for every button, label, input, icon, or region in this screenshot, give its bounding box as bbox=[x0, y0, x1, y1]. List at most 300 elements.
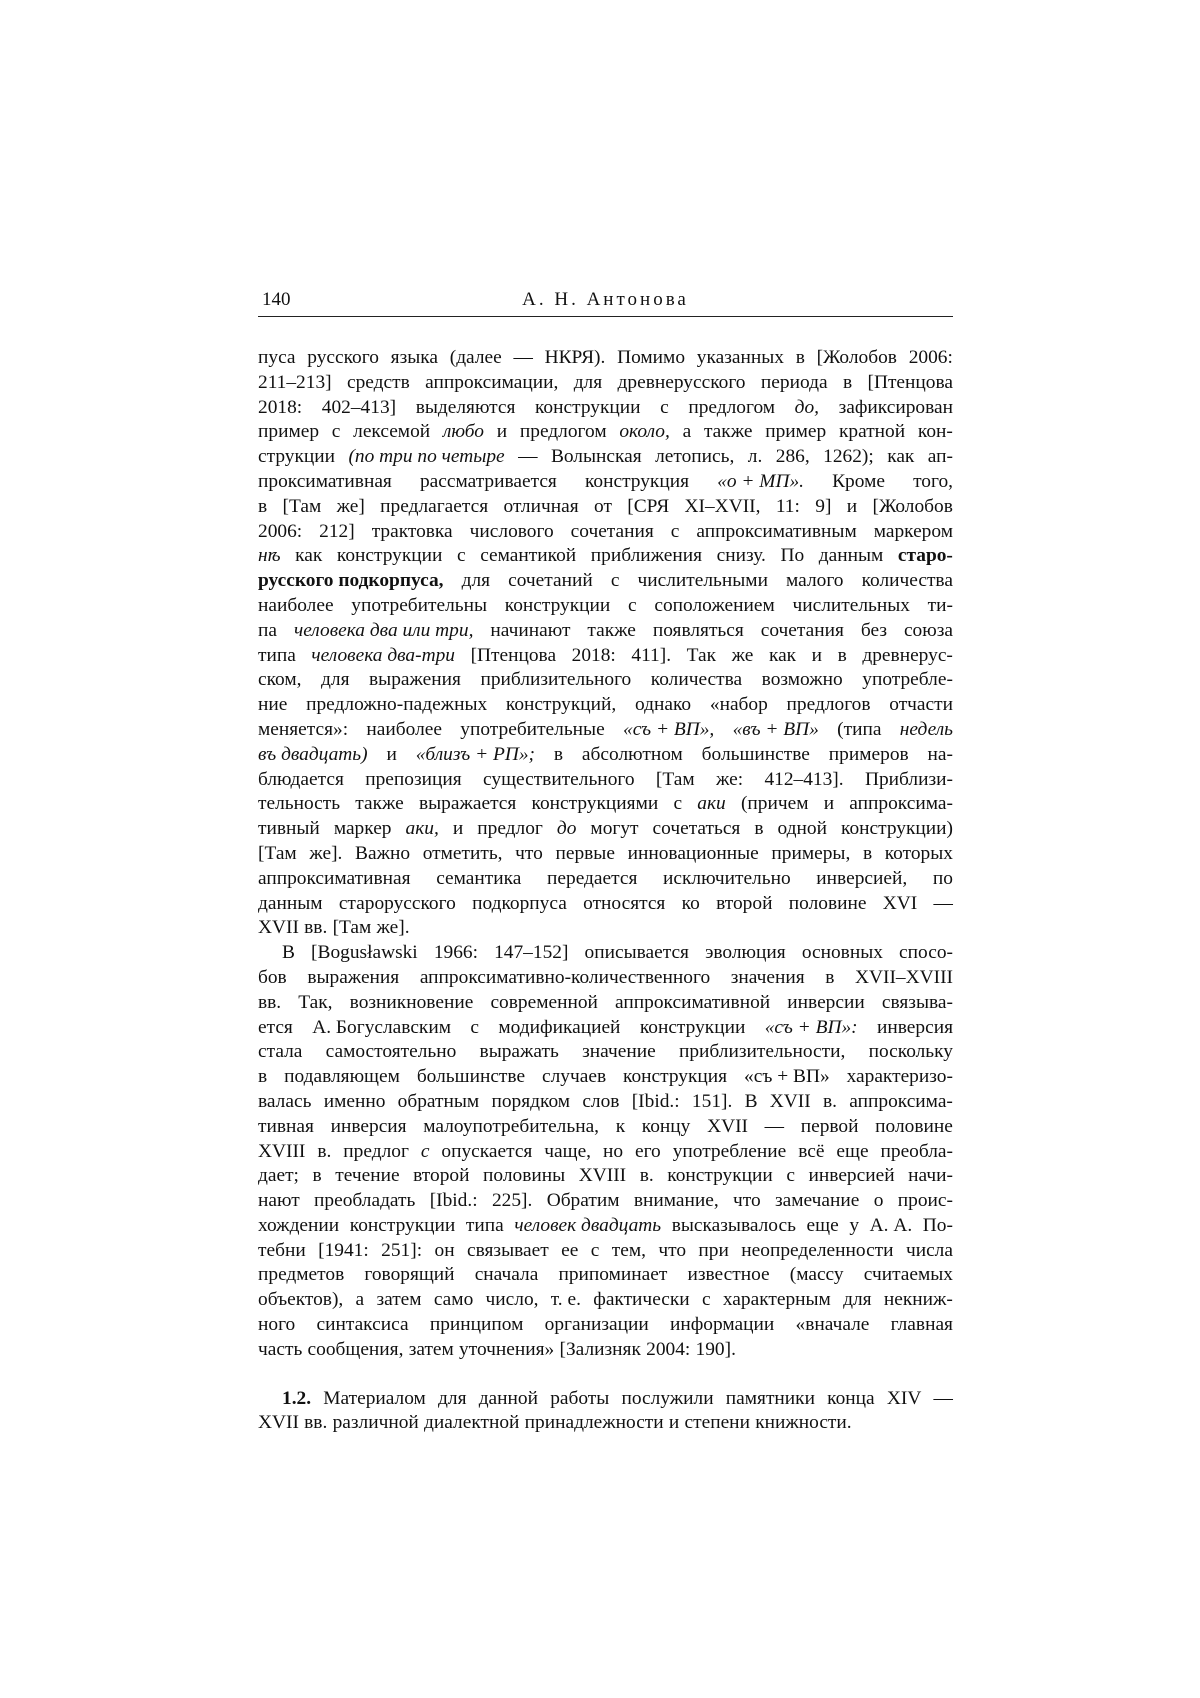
word: большинстве bbox=[416, 1066, 526, 1088]
word: аппроксимативной bbox=[615, 991, 771, 1013]
word: также bbox=[355, 793, 404, 815]
word: отчасти bbox=[889, 694, 953, 716]
word: XI–XVII, bbox=[684, 495, 761, 517]
word: 402–413] bbox=[321, 396, 397, 418]
paragraph-gap bbox=[258, 1363, 953, 1387]
text-line bbox=[258, 1115, 953, 1140]
word: хождении bbox=[258, 1214, 340, 1236]
word: с bbox=[590, 1239, 600, 1261]
word: само bbox=[433, 1289, 474, 1311]
word: конструкции bbox=[639, 1016, 746, 1038]
word: типа bbox=[258, 644, 296, 666]
word: модификацией bbox=[498, 1016, 621, 1038]
text-line bbox=[258, 817, 953, 842]
text-line bbox=[258, 668, 953, 693]
word: спосо- bbox=[899, 942, 953, 964]
text-line bbox=[258, 693, 953, 718]
word: рассматривается bbox=[419, 470, 557, 492]
word: 151]. bbox=[691, 1090, 733, 1112]
text-line bbox=[258, 495, 953, 520]
word: числительными bbox=[637, 570, 768, 592]
word: аки bbox=[697, 793, 726, 815]
word: с bbox=[673, 793, 683, 815]
word: ап- bbox=[927, 446, 953, 468]
word: XVII bbox=[258, 917, 299, 939]
word: т. е. bbox=[550, 1289, 581, 1311]
word: лексемой bbox=[353, 421, 431, 443]
word: и bbox=[496, 421, 508, 443]
word: с bbox=[420, 1140, 430, 1162]
word: для bbox=[321, 669, 350, 691]
word: А. Богуславским bbox=[312, 1016, 452, 1038]
word: предлогом bbox=[688, 396, 776, 418]
word: в bbox=[312, 1165, 322, 1187]
text-line bbox=[258, 991, 953, 1016]
word: у bbox=[849, 1214, 860, 1236]
word: — bbox=[933, 892, 953, 914]
word: в bbox=[553, 743, 564, 765]
word: [Там bbox=[655, 768, 695, 790]
word: ного bbox=[258, 1314, 296, 1336]
word: современной bbox=[490, 991, 598, 1013]
word: снизу. bbox=[716, 545, 766, 567]
word: говорящий bbox=[364, 1264, 455, 1286]
word: книжности. bbox=[755, 1412, 852, 1434]
word: человек двадцать bbox=[514, 1214, 662, 1236]
word: отличная bbox=[503, 495, 579, 517]
word: «набор bbox=[709, 694, 768, 716]
word: кон- bbox=[917, 421, 953, 443]
word: [Ibid.: bbox=[429, 1190, 478, 1212]
word: меняется»: bbox=[258, 718, 349, 740]
word: «вначале bbox=[795, 1314, 870, 1336]
word: предлагается bbox=[380, 495, 489, 517]
text-line bbox=[258, 1040, 953, 1065]
word: НКРЯ). bbox=[544, 347, 606, 368]
word: [Жолобов bbox=[816, 347, 897, 368]
word: предлог bbox=[343, 1140, 409, 1162]
word: с bbox=[701, 1289, 711, 1311]
word: затем bbox=[408, 1338, 454, 1360]
text-line bbox=[258, 1263, 953, 1288]
word: для bbox=[461, 570, 491, 592]
word: сочетаний bbox=[508, 570, 593, 592]
text-line bbox=[258, 718, 953, 743]
word: существительного bbox=[483, 768, 635, 790]
word: замечание bbox=[775, 1190, 860, 1212]
text-line bbox=[258, 1016, 953, 1041]
word: семантикой bbox=[480, 545, 577, 567]
word: в bbox=[258, 495, 268, 517]
word: А. А. bbox=[869, 1214, 913, 1236]
word: (далее bbox=[449, 347, 502, 368]
word: Волынская bbox=[550, 446, 642, 468]
word: малого bbox=[786, 570, 844, 592]
text-line bbox=[258, 644, 953, 669]
text-line bbox=[258, 1090, 953, 1115]
word: подкорпуса bbox=[472, 892, 567, 914]
word: 1.2. bbox=[282, 1387, 312, 1409]
word: с bbox=[786, 1165, 795, 1187]
word: конструкции bbox=[349, 1214, 456, 1236]
word: диалектной bbox=[424, 1412, 520, 1434]
text-line bbox=[258, 544, 953, 569]
word: тем, bbox=[611, 1239, 646, 1261]
word: Материалом bbox=[323, 1387, 426, 1409]
word: [Ibid.: bbox=[631, 1090, 680, 1112]
word: соположением bbox=[654, 594, 775, 616]
word: конструкции bbox=[336, 545, 443, 567]
text-line bbox=[258, 1189, 953, 1214]
word: 2018: bbox=[571, 644, 616, 666]
word: также bbox=[587, 619, 636, 641]
word: числительных bbox=[792, 594, 910, 616]
word: подавляющем bbox=[284, 1066, 400, 1088]
word: тивный bbox=[258, 818, 320, 840]
word: па bbox=[258, 619, 277, 641]
word: для bbox=[573, 371, 603, 393]
word: выражения bbox=[307, 966, 400, 988]
word: конструкция bbox=[623, 1066, 728, 1088]
text-line bbox=[258, 892, 953, 917]
word: инверсия bbox=[330, 1115, 407, 1137]
word: главная bbox=[890, 1314, 953, 1336]
page-header bbox=[258, 288, 953, 317]
word: и bbox=[668, 1412, 680, 1434]
word: же] bbox=[336, 495, 365, 517]
word: начи- bbox=[908, 1165, 953, 1187]
word: маркером bbox=[873, 520, 953, 542]
word: 2004: bbox=[646, 1338, 691, 1360]
word: [Там bbox=[258, 842, 297, 864]
word: аппроксимативная bbox=[258, 867, 411, 889]
word: второй bbox=[413, 1165, 470, 1187]
word: [Там bbox=[332, 917, 372, 939]
word: 251]: bbox=[381, 1239, 423, 1261]
word: некниж- bbox=[883, 1289, 953, 1311]
word: Важно bbox=[355, 842, 411, 864]
word: аппроксимативно-количественного bbox=[419, 966, 711, 988]
word: всё bbox=[798, 1140, 825, 1162]
word: значение bbox=[582, 1041, 656, 1063]
word: [Bogusławski bbox=[311, 942, 418, 964]
word: 11: bbox=[775, 495, 800, 517]
word: того, bbox=[913, 470, 953, 492]
word: ти- bbox=[927, 594, 953, 616]
word: характеризо- bbox=[846, 1066, 953, 1088]
word: употребительны bbox=[351, 594, 488, 616]
word: конструкция bbox=[584, 470, 690, 492]
word: в. bbox=[639, 1165, 654, 1187]
word: половине bbox=[875, 1115, 953, 1137]
word: около, bbox=[619, 421, 670, 443]
word: что bbox=[733, 1190, 761, 1212]
word: же]. bbox=[376, 917, 410, 939]
text-line bbox=[258, 1140, 953, 1165]
word: с bbox=[610, 570, 620, 592]
word: течение bbox=[335, 1165, 400, 1187]
word: конструкций, bbox=[505, 694, 617, 716]
word: русского подкорпуса, bbox=[258, 570, 444, 592]
word: указанных bbox=[696, 347, 784, 368]
word: сначала bbox=[474, 1264, 539, 1286]
word: наиболее bbox=[366, 718, 442, 740]
word: преобладать bbox=[314, 1190, 416, 1212]
word: употребление bbox=[672, 1140, 787, 1162]
word: предметов bbox=[258, 1264, 345, 1286]
word: Обратим bbox=[546, 1190, 620, 1212]
word: числа bbox=[905, 1239, 953, 1261]
word: пример bbox=[258, 421, 320, 443]
word: ко bbox=[681, 892, 700, 914]
text-line bbox=[258, 1214, 953, 1239]
word: наиболее bbox=[258, 594, 334, 616]
word: предлогом bbox=[519, 421, 607, 443]
word: (типа bbox=[837, 718, 882, 740]
word: XVII–XVIII bbox=[854, 966, 953, 988]
word: выражать bbox=[479, 1041, 559, 1063]
word: преобла- bbox=[880, 1140, 953, 1162]
word: тебни bbox=[258, 1239, 306, 1261]
text-line bbox=[258, 1239, 953, 1264]
word: половины bbox=[483, 1165, 566, 1187]
word: 225]. bbox=[491, 1190, 533, 1212]
word: как bbox=[768, 644, 797, 666]
text-line bbox=[258, 1164, 953, 1189]
text-line bbox=[258, 792, 953, 817]
word: в bbox=[837, 644, 847, 666]
word: тивная bbox=[258, 1115, 314, 1137]
word: выражения bbox=[369, 669, 461, 691]
word: характерным bbox=[722, 1289, 831, 1311]
word: типа bbox=[465, 1214, 504, 1236]
word: проис- bbox=[897, 1190, 953, 1212]
word: употребительные bbox=[460, 718, 605, 740]
word: первые bbox=[555, 842, 615, 864]
word: предлогов bbox=[786, 694, 871, 716]
word: человека два-три bbox=[311, 644, 455, 666]
word: примеры, bbox=[771, 842, 851, 864]
word: в bbox=[754, 818, 764, 840]
word: внимание, bbox=[633, 1190, 719, 1212]
word: предложно-падежных bbox=[306, 694, 488, 716]
word: начинают bbox=[490, 619, 571, 641]
word: [Там bbox=[282, 495, 322, 517]
word: «въ + ВП» bbox=[732, 718, 819, 740]
word: могут bbox=[590, 818, 639, 840]
word: валась bbox=[258, 1090, 312, 1112]
word: 412–413]. bbox=[764, 768, 844, 790]
word: с bbox=[470, 1016, 479, 1038]
word: — bbox=[764, 1115, 785, 1137]
word: принципом bbox=[429, 1314, 524, 1336]
text-line bbox=[258, 1411, 953, 1436]
word: связывает bbox=[466, 1239, 549, 1261]
word: «о + МП». bbox=[717, 470, 804, 492]
word: 212] bbox=[319, 520, 355, 542]
word: исключительно bbox=[663, 867, 791, 889]
word: и bbox=[452, 818, 464, 840]
word: XVII bbox=[707, 1115, 748, 1137]
word: случаев bbox=[542, 1066, 607, 1088]
word: в bbox=[258, 1066, 268, 1088]
word: описывается bbox=[584, 942, 689, 964]
word: с bbox=[670, 520, 680, 542]
page-number: 140 bbox=[262, 289, 291, 310]
word: вв. bbox=[304, 1412, 328, 1434]
text-line bbox=[258, 420, 953, 445]
word: порядком bbox=[491, 1090, 571, 1112]
word: большинстве bbox=[701, 743, 810, 765]
word: именно bbox=[323, 1090, 386, 1112]
word: тельность bbox=[258, 793, 341, 815]
word: второй bbox=[716, 892, 773, 914]
word: ние bbox=[258, 694, 288, 716]
text-line bbox=[258, 842, 953, 867]
word: сообщения, bbox=[307, 1338, 404, 1360]
word: возможно bbox=[761, 669, 843, 691]
word: степени bbox=[684, 1412, 750, 1434]
word: в bbox=[862, 842, 873, 864]
word: конструкции bbox=[504, 594, 611, 616]
word: к bbox=[615, 1115, 626, 1137]
word: 2006: bbox=[908, 347, 953, 368]
word: передается bbox=[547, 867, 638, 889]
word: конца bbox=[827, 1387, 875, 1409]
word: же]. bbox=[309, 842, 343, 864]
word: же bbox=[731, 644, 754, 666]
word: средств bbox=[347, 371, 410, 393]
word: XIV bbox=[886, 1387, 922, 1409]
word: «съ + ВП»: bbox=[764, 1016, 858, 1038]
word: русского bbox=[307, 347, 379, 368]
word: конструкции) bbox=[841, 818, 953, 840]
word: он bbox=[434, 1239, 455, 1261]
text-line bbox=[258, 743, 953, 768]
word: половине bbox=[788, 892, 867, 914]
word: конструкциями bbox=[531, 793, 659, 815]
word: при bbox=[698, 1239, 729, 1261]
word: [Жолобов bbox=[872, 495, 953, 517]
word: 2018: bbox=[258, 396, 303, 418]
text-line bbox=[258, 1313, 953, 1338]
word: периода bbox=[760, 371, 828, 393]
word: выражается bbox=[419, 793, 517, 815]
word: старорусского bbox=[338, 892, 456, 914]
word: ется bbox=[258, 1016, 293, 1038]
word: инверсии bbox=[787, 991, 865, 1013]
word: выделяются bbox=[415, 396, 516, 418]
word: XVI bbox=[882, 892, 918, 914]
word: опускается bbox=[441, 1140, 533, 1162]
text-line bbox=[258, 520, 953, 545]
text-line bbox=[258, 867, 953, 892]
word: 411]. bbox=[631, 644, 672, 666]
word: значения bbox=[730, 966, 805, 988]
word: припоминает bbox=[558, 1264, 668, 1286]
text-line bbox=[258, 445, 953, 470]
word: употребле- bbox=[862, 669, 953, 691]
word: до bbox=[556, 818, 577, 840]
word: объектов), bbox=[258, 1289, 344, 1311]
word: XVII bbox=[769, 1090, 811, 1112]
word: данной bbox=[478, 1387, 538, 1409]
word: древнерусского bbox=[617, 371, 746, 393]
word: самостоятельно bbox=[325, 1041, 457, 1063]
word: и bbox=[811, 644, 823, 666]
text-line bbox=[258, 1288, 953, 1313]
word: что bbox=[658, 1239, 687, 1261]
word: памятники bbox=[725, 1387, 815, 1409]
word: въ двадцать) bbox=[258, 743, 368, 765]
word: нѣ bbox=[258, 545, 281, 567]
text-line bbox=[258, 619, 953, 644]
word: а bbox=[682, 421, 692, 443]
word: еще bbox=[806, 1214, 839, 1236]
text-line bbox=[258, 396, 953, 421]
word: приблизительности, bbox=[678, 1041, 846, 1063]
word: неопределенности bbox=[741, 1239, 894, 1261]
word: (причем bbox=[740, 793, 809, 815]
word: недель bbox=[899, 718, 953, 740]
word: Приблизи- bbox=[864, 768, 953, 790]
text-line bbox=[258, 569, 953, 594]
word: союза bbox=[903, 619, 953, 641]
word: слов bbox=[582, 1090, 620, 1112]
word: [Зализняк bbox=[559, 1338, 641, 1360]
word: эволюция bbox=[705, 942, 786, 964]
word: работы bbox=[550, 1387, 610, 1409]
word: — bbox=[933, 1387, 953, 1409]
word: часть bbox=[258, 1338, 303, 1360]
text-line bbox=[258, 1338, 953, 1363]
word: известное bbox=[687, 1264, 770, 1286]
word: приблизительного bbox=[480, 669, 632, 691]
word: нают bbox=[258, 1190, 300, 1212]
word: считаемых bbox=[863, 1264, 953, 1286]
word: его bbox=[634, 1140, 661, 1162]
word: как bbox=[295, 545, 323, 567]
word: маркер bbox=[333, 818, 392, 840]
word: В bbox=[744, 1090, 758, 1112]
word: вв. bbox=[304, 917, 328, 939]
word: от bbox=[594, 495, 612, 517]
word: бов bbox=[258, 966, 287, 988]
text-line bbox=[258, 1065, 953, 1090]
word: примеров bbox=[828, 743, 909, 765]
word: древнерус- bbox=[862, 644, 953, 666]
text-line bbox=[258, 916, 953, 941]
word: аппроксимативным bbox=[696, 520, 857, 542]
word: кратной bbox=[838, 421, 906, 443]
word: струкции bbox=[258, 446, 336, 468]
word: [Птенцова bbox=[470, 644, 557, 666]
word: связыва- bbox=[881, 991, 953, 1013]
word: и bbox=[846, 495, 858, 517]
word: о bbox=[873, 1190, 884, 1212]
word: по bbox=[932, 867, 953, 889]
word: семантика bbox=[436, 867, 522, 889]
word: «съ + ВП», bbox=[623, 718, 715, 740]
word: также bbox=[703, 421, 753, 443]
word: число, bbox=[485, 1289, 539, 1311]
word: аппроксимации, bbox=[425, 371, 559, 393]
word: Так bbox=[686, 644, 717, 666]
word: в bbox=[842, 371, 853, 393]
word: пуса bbox=[258, 347, 296, 368]
word: инверсией bbox=[808, 1165, 895, 1187]
word: и bbox=[823, 793, 835, 815]
